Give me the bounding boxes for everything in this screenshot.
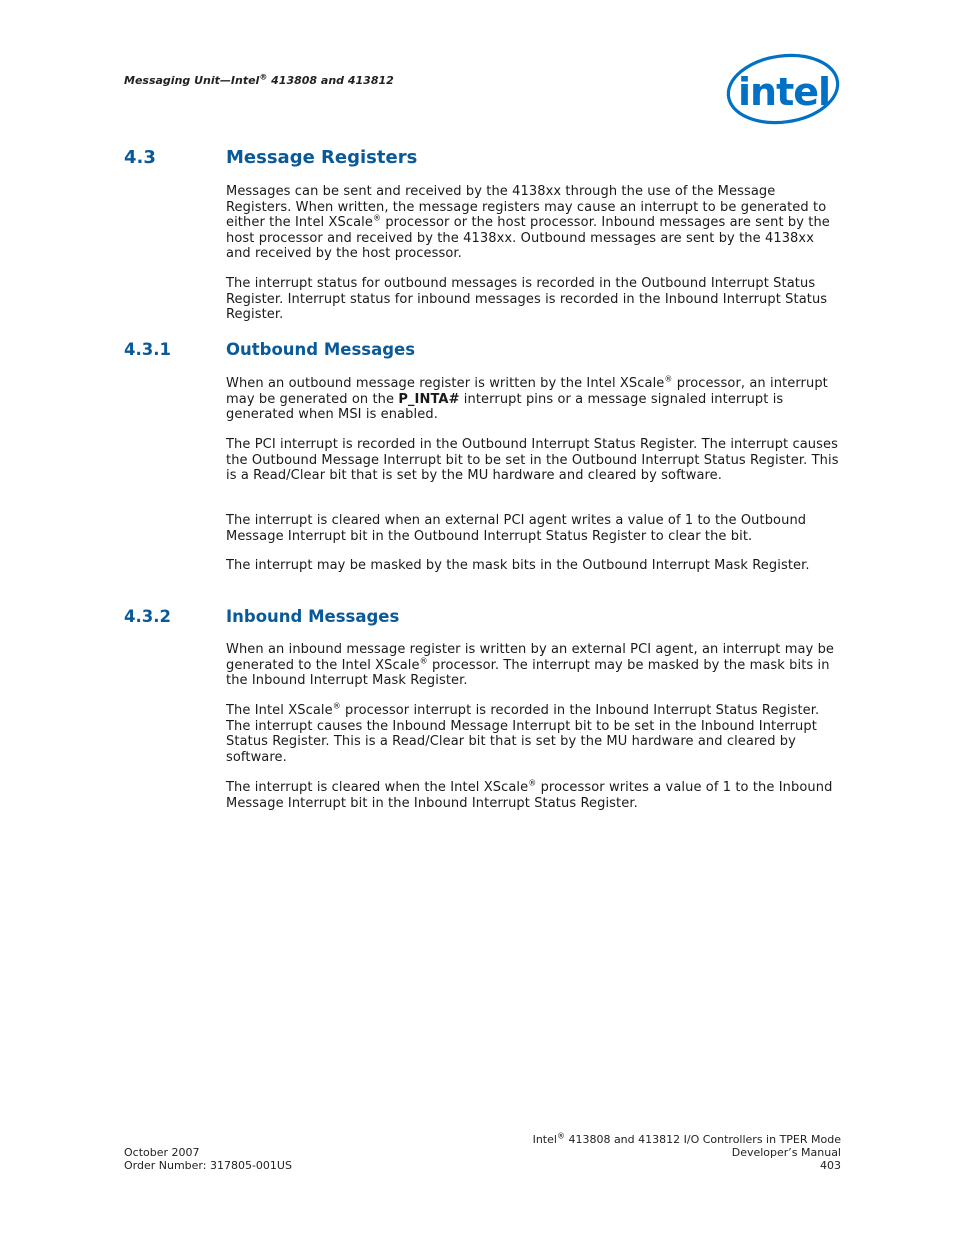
paragraph: When an outbound message register is written by the Intel XScale® processor, an interrupt may be generated on the P_INTA# interrupt pins or a message signaled interrupt is generated when MSI is enabled. [226,374,828,423]
paragraph: Messages can be sent and received by the 4138xx through the use of the Message Registers. When written, the message registers may cause an interrupt to be generated to either the Intel XScale® processor or the host processor. Inbound messages are sent by the host processor and received by the 4138xx. Outbound messages are sent by the 4138xx and received by the host processor. [226,184,830,262]
registered-mark: ® [528,778,537,788]
paragraph: The interrupt is cleared when an external PCI agent writes a value of 1 to the Outbound Message Interrupt bit in the Outbound Interrupt Status Register to clear the bit. [226,513,807,544]
paragraph: The interrupt may be masked by the mask bits in the Outbound Interrupt Mask Register. [226,558,810,573]
paragraph: The PCI interrupt is recorded in the Outbound Interrupt Status Register. The interrupt causes the Outbound Message Interrupt bit to be set in the Outbound Interrupt Status Register. This is a Read/Clear bit that is set by the MU hardware and cleared by software. [226,437,839,484]
signal-name: P_INTA# [398,391,460,407]
registered-mark: ® [419,656,428,666]
intel-logo [724,50,842,128]
section-number: 4.3.2 [124,607,171,626]
footer-doc-title: Intel® 413808 and 413812 I/O Controllers in TPER Mode [532,1131,841,1146]
paragraph: When an inbound message register is written by an external PCI agent, an interrupt may be generated to the Intel XScale® processor. The interrupt may be masked by the mask bits in the Inbound Interrupt Mask Register. [226,642,835,689]
running-header [124,74,394,87]
paragraph: The interrupt is cleared when the Intel XScale® processor writes a value of 1 to the Inbound Message Interrupt bit in the Inbound Interrupt Status Register. [226,778,833,811]
footer-date: October 2007 [124,1146,200,1159]
footer-order-number: Order Number: 317805-001US [124,1158,292,1172]
section-title: Outbound Messages [226,340,416,359]
running-header-title: Messaging Unit—Intel [124,74,260,87]
registered-mark: ® [259,72,268,82]
registered-mark: ® [664,374,673,384]
section-number: 4.3.1 [124,340,171,359]
running-header-products: 413808 and 413812 [267,74,394,87]
paragraph: The Intel XScale® processor interrupt is recorded in the Inbound Interrupt Status Register. The interrupt causes the Inbound Message Interrupt bit to be set in the Inbound Interrupt Status Register. This is a Read/Clear bit that is set by the MU hardware and cleared by software. [226,701,820,765]
registered-mark: ® [332,701,341,711]
footer-left [124,1147,292,1173]
intel-logo-wordmark: intel [738,70,831,114]
footer-right [532,1131,841,1172]
footer-doc-type: Developer’s Manual [731,1145,841,1159]
registered-mark: ® [372,213,382,223]
section-title: Inbound Messages [226,607,400,626]
section-4-3-2-heading [124,607,840,629]
paragraph: The interrupt status for outbound messages is recorded in the Outbound Interrupt Status Register. Interrupt status for inbound messages is recorded in the Inbound Interrupt Status Register. [226,276,828,323]
section-4-3-heading [124,147,840,171]
section-title: Message Registers [226,147,418,168]
registered-mark: ® [556,1131,565,1141]
section-number: 4.3 [124,147,156,168]
page-number: 403 [820,1158,841,1172]
section-4-3-1-heading [124,340,840,362]
